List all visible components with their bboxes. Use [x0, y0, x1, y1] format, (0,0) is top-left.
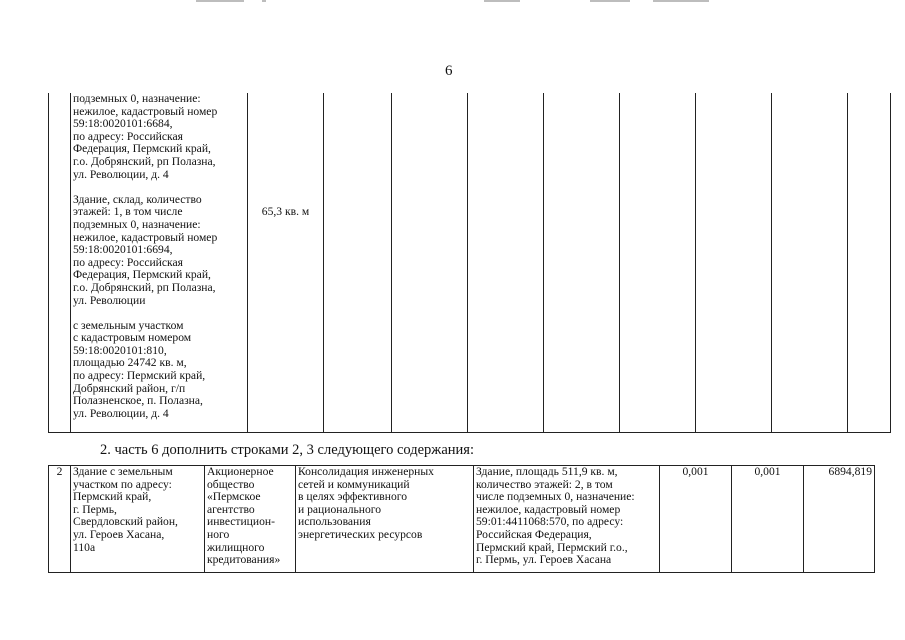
- organization-cell: [205, 466, 296, 573]
- empty-cell: [392, 93, 468, 433]
- object-text-block: с земельным участком с кадастровым номером 59:18:0020101:810, площадью 24742 кв. м, по адресу: Пермский край, Добрянский район, г/п Полазненское, п. Полазна, ул. Революции, д. 4: [73, 318, 206, 420]
- object-cell: [71, 93, 248, 433]
- empty-cell: [620, 93, 696, 433]
- area-value: 65,3 кв. м: [261, 205, 310, 218]
- empty-cell: [848, 93, 891, 433]
- area-cell: [248, 93, 324, 433]
- table-row: [49, 466, 875, 573]
- organization-text: Акционерное общество «Пермское агентство инвестицион- ного жилищного кредитования»: [207, 465, 281, 567]
- scan-artifact-line: [196, 0, 244, 2]
- purpose-text: Консолидация инженерных сетей и коммуникаций в целях эффективного и рационального использования энергетических ресурсов: [298, 465, 434, 541]
- object-text-block: подземных 0, назначение: нежилое, кадастровый номер 59:18:0020101:6684, по адресу: Российская Федерация, Пермский край, г.о. Добрянский, рп Полазна, ул. Революции, д. 4: [73, 93, 218, 181]
- empty-cell: [696, 93, 772, 433]
- value-cell-2: 0,001: [732, 466, 804, 573]
- table-row: [49, 93, 891, 433]
- value-cell-3: 6894,819: [804, 466, 875, 573]
- row-number-cell: 2: [49, 466, 71, 573]
- value-cell-1: 0,001: [660, 466, 732, 573]
- object-table-new-rows: [48, 465, 875, 573]
- scan-artifact-line: [590, 0, 630, 2]
- number-cell: [49, 93, 71, 433]
- description-text: Здание, площадь 511,9 кв. м, количество этажей: 2, в том числе подземных 0, назначение: нежилое, кадастровый номер 59:01:4411068:570, по адресу: Российская Федерация, Пермский край, Пермский г.о., г. Пермь, ул. Героев Хасана: [476, 465, 635, 567]
- empty-cell: [544, 93, 620, 433]
- object-cell: [71, 466, 205, 573]
- scan-artifact-line: [262, 0, 266, 2]
- object-text: Здание с земельным участком по адресу: Пермский край, г. Пермь, Свердловский район, ул. Героев Хасана, 110а: [73, 465, 178, 554]
- description-cell: [474, 466, 660, 573]
- empty-cell: [772, 93, 848, 433]
- scan-artifact-line: [653, 0, 709, 2]
- purpose-cell: [296, 466, 474, 573]
- empty-cell: [324, 93, 392, 433]
- amendment-paragraph: 2. часть 6 дополнить строками 2, 3 следующего содержания:: [100, 442, 474, 458]
- object-text-block: Здание, склад, количество этажей: 1, в том числе подземных 0, назначение: нежилое, кадастровый номер 59:18:0020101:6694, по адресу: Российская Федерация, Пермский край, г.о. Добрянский, рп Полазна, ул. Революции: [73, 192, 218, 307]
- empty-cell: [468, 93, 544, 433]
- scan-artifact-line: [484, 0, 520, 2]
- object-table-continuation: [48, 93, 891, 433]
- page-number: 6: [445, 63, 453, 79]
